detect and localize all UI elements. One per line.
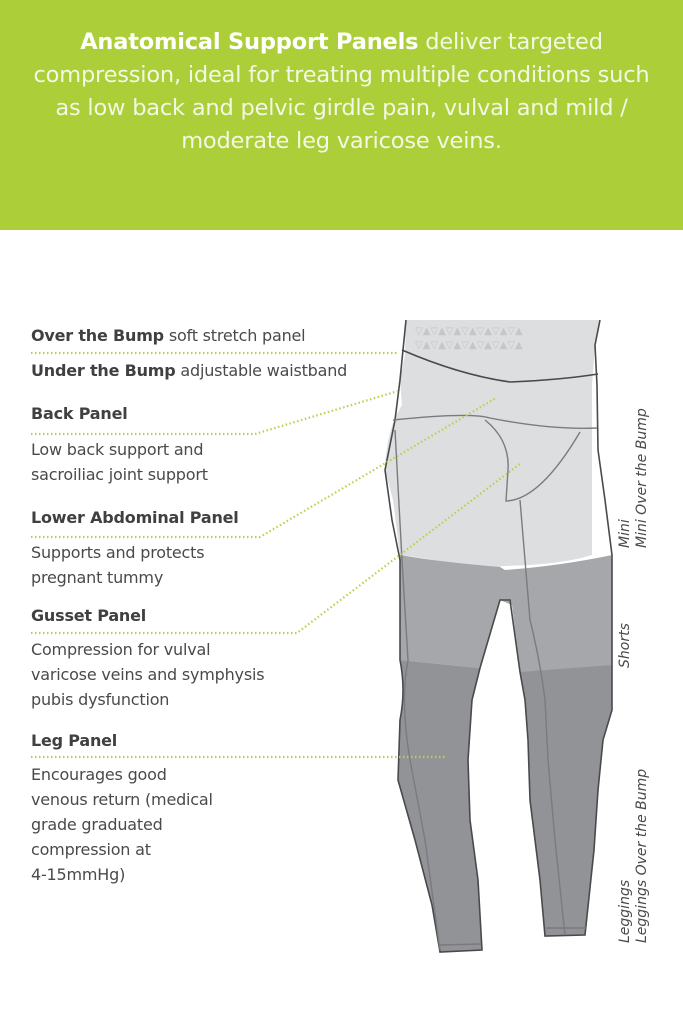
callout-desc-line: Supports and protects bbox=[31, 543, 205, 562]
callout-desc: adjustable waistband bbox=[180, 361, 348, 380]
callout-leg-panel bbox=[31, 728, 117, 753]
callout-title: Lower Abdominal Panel bbox=[31, 508, 239, 527]
callout-desc-line: venous return (medical bbox=[31, 790, 213, 809]
callout-desc-line: 4-15mmHg) bbox=[31, 865, 126, 884]
length-label-mini bbox=[617, 408, 651, 548]
headline-rest: deliver targeted compression, ideal for treating multiple conditions such as low back and pelvic girdle pain, vulval and mild / moderate leg varicose veins. bbox=[33, 29, 650, 154]
length-label-shorts bbox=[617, 623, 634, 668]
callout-back-panel-desc bbox=[31, 437, 208, 487]
label-mini: Mini bbox=[617, 519, 633, 548]
label-mini-over-the-bump: Mini Over the Bump bbox=[634, 408, 650, 548]
callout-title: Over the Bump bbox=[31, 326, 164, 345]
svg-text:▽▲▽▲▽▲▽▲▽▲▽▲▽▲: ▽▲▽▲▽▲▽▲▽▲▽▲▽▲ bbox=[415, 326, 523, 337]
callout-back-panel bbox=[31, 401, 128, 426]
callout-desc-line: Low back support and bbox=[31, 440, 204, 459]
callout-over-the-bump bbox=[31, 323, 305, 348]
length-label-leggings bbox=[617, 769, 651, 943]
callout-under-the-bump bbox=[31, 358, 347, 383]
upper-panel bbox=[385, 320, 600, 570]
headline-bold: Anatomical Support Panels bbox=[80, 29, 419, 55]
callout-desc-line: varicose veins and symphysis bbox=[31, 665, 265, 684]
label-shorts: Shorts bbox=[617, 623, 633, 668]
svg-text:▽▲▽▲▽▲▽▲▽▲▽▲▽▲: ▽▲▽▲▽▲▽▲▽▲▽▲▽▲ bbox=[415, 340, 523, 351]
callout-gusset-desc bbox=[31, 637, 264, 712]
callout-lower-abdominal-panel bbox=[31, 505, 239, 530]
callout-title: Gusset Panel bbox=[31, 606, 147, 625]
callout-desc-line: sacroiliac joint support bbox=[31, 465, 208, 484]
callout-desc: soft stretch panel bbox=[168, 326, 306, 345]
callout-title: Under the Bump bbox=[31, 361, 176, 380]
callout-title: Back Panel bbox=[31, 404, 128, 423]
callout-leg-desc bbox=[31, 762, 213, 887]
label-leggings-over-the-bump: Leggings Over the Bump bbox=[634, 768, 650, 943]
callout-title: Leg Panel bbox=[31, 731, 118, 750]
right-leg-panel bbox=[520, 665, 612, 936]
callout-gusset-panel bbox=[31, 603, 146, 628]
callout-desc-line: Encourages good bbox=[31, 765, 167, 784]
callout-desc-line: grade graduated bbox=[31, 815, 163, 834]
label-leggings: Leggings bbox=[617, 879, 633, 943]
callout-lower-abdominal-desc bbox=[31, 540, 204, 590]
callout-desc-line: pubis dysfunction bbox=[31, 690, 170, 709]
callout-desc-line: Compression for vulval bbox=[31, 640, 211, 659]
callout-desc-line: compression at bbox=[31, 840, 151, 859]
callout-desc-line: pregnant tummy bbox=[31, 568, 164, 587]
